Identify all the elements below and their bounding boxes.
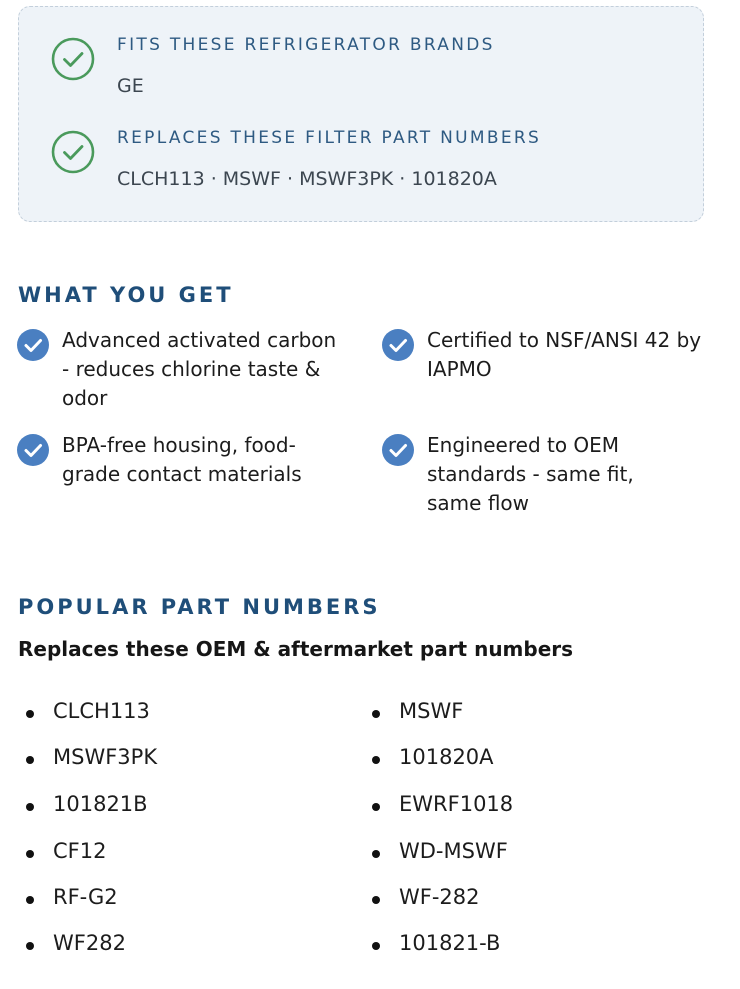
part-number: 101821B	[53, 792, 148, 816]
bullet	[26, 803, 34, 811]
bullet	[372, 710, 380, 718]
part-number: MSWF3PK	[53, 745, 158, 769]
check-badge-icon	[382, 329, 414, 361]
part-number: 101821-B	[399, 931, 501, 955]
bullet	[372, 803, 380, 811]
popular-part-numbers-title: POPULAR PART NUMBERS	[18, 595, 381, 619]
bullet	[372, 942, 380, 950]
bullet	[372, 896, 380, 904]
bullet	[26, 850, 34, 858]
check-badge-icon	[17, 329, 49, 361]
part-number: WF-282	[399, 885, 480, 909]
bullet	[26, 710, 34, 718]
part-number: MSWF	[399, 699, 464, 723]
part-number: WF282	[53, 931, 126, 955]
feature-text: Engineered to OEM standards - same fit, same flow	[427, 433, 634, 515]
what-you-get-title: WHAT YOU GET	[18, 283, 234, 307]
part-number: 101820A	[399, 745, 494, 769]
feature-text: BPA-free housing, food-grade contact materials	[62, 433, 302, 486]
part-number: RF-G2	[53, 885, 118, 909]
bullet	[26, 896, 34, 904]
check-badge-icon	[17, 434, 49, 466]
filter-parts-value: CLCH113 · MSWF · MSWF3PK · 101820A	[117, 168, 497, 190]
compatibility-card	[18, 6, 704, 222]
brands-value: GE	[117, 75, 144, 97]
popular-part-numbers-subtitle: Replaces these OEM & aftermarket part numbers	[18, 637, 574, 661]
part-number: CLCH113	[53, 699, 150, 723]
filter-parts-heading: REPLACES THESE FILTER PART NUMBERS	[117, 128, 542, 148]
part-number: WD-MSWF	[399, 839, 508, 863]
brands-heading: FITS THESE REFRIGERATOR BRANDS	[117, 35, 495, 55]
part-number: EWRF1018	[399, 792, 514, 816]
check-circle-icon	[51, 130, 95, 174]
bullet	[26, 756, 34, 764]
check-circle-icon	[51, 37, 95, 81]
bullet	[372, 850, 380, 858]
feature-text: Certified to NSF/ANSI 42 by IAPMO	[427, 328, 702, 381]
part-number: CF12	[53, 839, 107, 863]
feature-text: Advanced activated carbon - reduces chlorine taste & odor	[62, 328, 337, 410]
bullet	[372, 756, 380, 764]
check-badge-icon	[382, 434, 414, 466]
bullet	[26, 942, 34, 950]
